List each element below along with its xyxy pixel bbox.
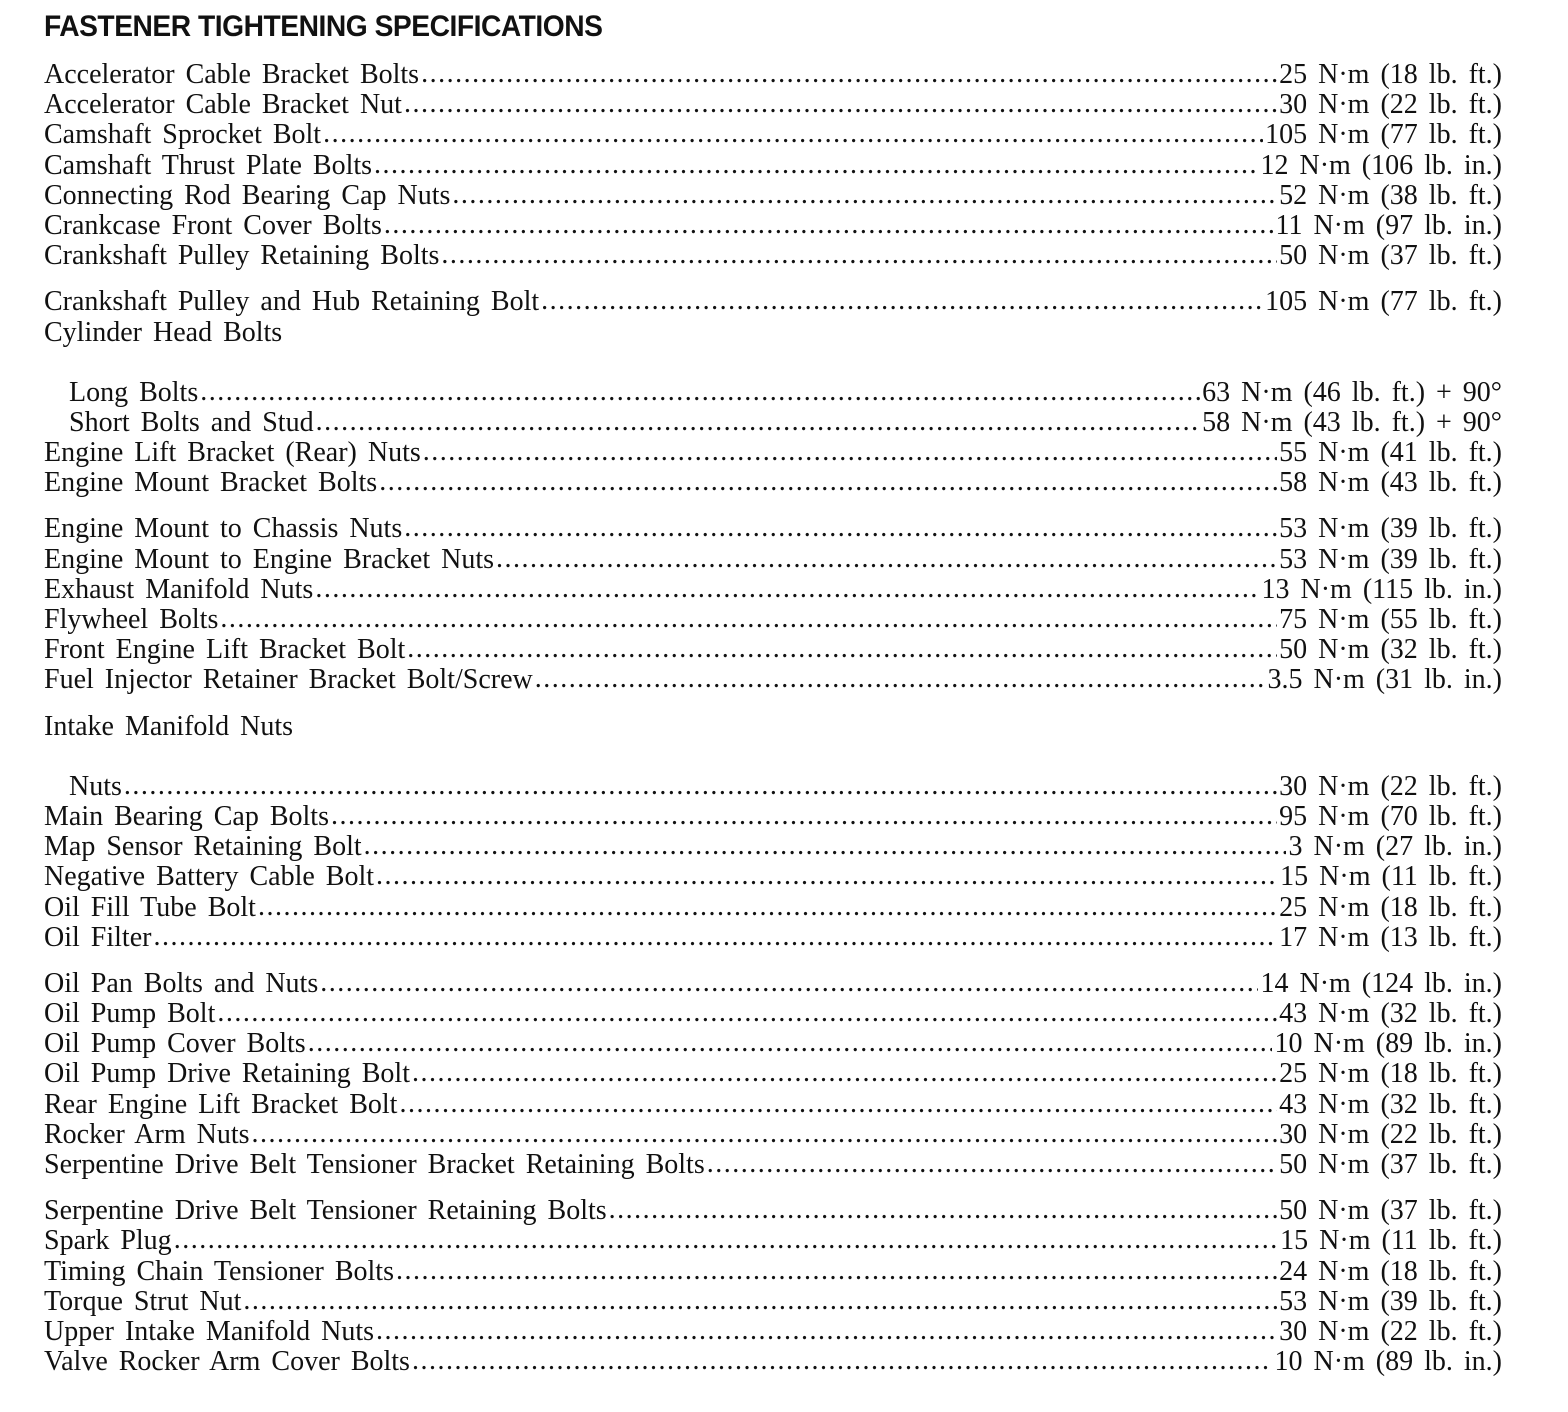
spec-row (44, 1059, 1502, 1089)
spec-value: 105 N·m (77 lb. ft.) (1265, 119, 1502, 151)
spec-row (44, 514, 1502, 544)
spec-row (44, 211, 1502, 241)
spec-value: 3 N·m (27 lb. in.) (1288, 831, 1502, 863)
spec-label: Fuel Injector Retainer Bracket Bolt/Screw (44, 664, 533, 696)
spec-label: Flywheel Bolts (44, 604, 219, 635)
spec-label: Main Bearing Cap Bolts (44, 800, 329, 832)
spec-row (44, 90, 1502, 120)
spec-value: 24 N·m (18 lb. ft.) (1279, 1255, 1502, 1287)
dot-leader (316, 407, 1201, 437)
spec-label: Map Sensor Retaining Bolt (44, 831, 362, 863)
spec-label: Engine Mount Bracket Bolts (44, 467, 378, 499)
spec-row (44, 772, 1502, 802)
spec-label: Crankshaft Pulley and Hub Retaining Bolt (44, 286, 540, 318)
spec-value: 30 N·m (22 lb. ft.) (1279, 1118, 1502, 1150)
spec-row (44, 802, 1502, 832)
dot-leader (407, 634, 1277, 664)
spec-row (44, 378, 1502, 408)
spec-value: 13 N·m (115 lb. in.) (1261, 573, 1502, 605)
spec-row (44, 665, 1502, 695)
spec-label: Upper Intake Manifold Nuts (44, 1315, 375, 1347)
spec-value: 50 N·m (37 lb. ft.) (1279, 1195, 1502, 1227)
spec-label: Rear Engine Lift Bracket Bolt (44, 1088, 398, 1120)
spec-row (44, 1029, 1502, 1059)
spec-value: 14 N·m (124 lb. in.) (1260, 967, 1502, 999)
spec-row (44, 832, 1502, 862)
section-gap (44, 696, 1502, 712)
spec-row (44, 1347, 1502, 1377)
spec-label: Oil Fill Tube Bolt (44, 891, 256, 923)
spec-value: 105 N·m (77 lb. ft.) (1265, 286, 1502, 318)
dot-leader (252, 1119, 1278, 1149)
spec-label: Oil Pump Bolt (44, 998, 216, 1030)
spec-value: 63 N·m (46 lb. ft.) + 90° (1202, 376, 1502, 408)
dot-leader (412, 1058, 1277, 1088)
spec-value: 58 N·m (43 lb. ft.) (1279, 467, 1502, 499)
dot-leader (399, 1089, 1277, 1119)
spec-value: 10 N·m (89 lb. in.) (1274, 1028, 1502, 1060)
spec-value: 30 N·m (22 lb. ft.) (1279, 1315, 1502, 1347)
spec-row (44, 181, 1502, 211)
section-gap (44, 271, 1502, 287)
spec-label: Oil Pump Drive Retaining Bolt (44, 1058, 410, 1090)
spec-group-heading (44, 712, 1502, 742)
spec-value: 50 N·m (32 lb. ft.) (1279, 634, 1502, 666)
dot-leader (376, 861, 1278, 891)
spec-row (44, 408, 1502, 438)
spec-row (44, 862, 1502, 892)
spec-label: Serpentine Drive Belt Tensioner Retaining Bolts (44, 1195, 607, 1227)
dot-leader (153, 922, 1277, 952)
spec-row (44, 1120, 1502, 1150)
spec-row (44, 438, 1502, 468)
spec-value: 15 N·m (11 lb. ft.) (1280, 861, 1502, 893)
spec-value: 30 N·m (22 lb. ft.) (1279, 770, 1502, 802)
spec-value: 25 N·m (18 lb. ft.) (1279, 59, 1502, 90)
dot-leader (541, 286, 1263, 316)
dot-leader (423, 437, 1277, 467)
spec-row (44, 1196, 1502, 1226)
spec-label: Nuts (69, 770, 122, 802)
spec-value: 15 N·m (11 lb. ft.) (1280, 1225, 1502, 1257)
spec-row (44, 60, 1502, 90)
spec-label: Serpentine Drive Belt Tensioner Bracket Retaining Bolts (44, 1149, 705, 1180)
dot-leader (496, 544, 1277, 574)
section-gap (44, 1180, 1502, 1196)
spec-value: 10 N·m (89 lb. in.) (1274, 1346, 1502, 1378)
dot-leader (124, 771, 1277, 801)
dot-leader (331, 801, 1277, 831)
spec-value: 25 N·m (18 lb. ft.) (1279, 891, 1502, 923)
section-gap (44, 953, 1502, 969)
spec-label: Torque Strut Nut (44, 1285, 242, 1317)
spec-value: 50 N·m (37 lb. ft.) (1279, 1149, 1502, 1180)
spec-value: 12 N·m (106 lb. in.) (1260, 149, 1502, 181)
spec-label: Engine Mount to Chassis Nuts (44, 513, 403, 545)
spec-row (44, 893, 1502, 923)
dot-leader (707, 1149, 1277, 1179)
spec-label: Oil Filter (44, 921, 152, 953)
spec-row (44, 287, 1502, 317)
dot-leader (174, 1225, 1278, 1255)
spec-value: 58 N·m (43 lb. ft.) + 90° (1202, 406, 1502, 438)
spec-row (44, 1226, 1502, 1256)
spec-label: Accelerator Cable Bracket Bolts (44, 59, 420, 90)
spec-label: Short Bolts and Stud (69, 406, 314, 438)
dot-leader (384, 210, 1274, 240)
dot-leader (200, 377, 1200, 407)
dot-leader (320, 968, 1258, 998)
dot-leader (217, 998, 1277, 1028)
dot-leader (243, 1286, 1277, 1316)
page-title: FASTENER TIGHTENING SPECIFICATIONS (44, 10, 603, 43)
spec-value: 75 N·m (55 lb. ft.) (1279, 604, 1502, 635)
dot-leader (374, 150, 1258, 180)
spec-row (44, 1090, 1502, 1120)
spec-row (44, 120, 1502, 150)
dot-leader (421, 59, 1277, 89)
dot-leader (220, 604, 1277, 634)
spec-value: 3.5 N·m (31 lb. in.) (1267, 664, 1502, 696)
spec-row (44, 545, 1502, 575)
spec-value: 17 N·m (13 lb. ft.) (1279, 921, 1502, 953)
spec-label: Cylinder Head Bolts (44, 316, 283, 348)
spec-row (44, 635, 1502, 665)
dot-leader (535, 664, 1266, 694)
spec-value: 30 N·m (22 lb. ft.) (1279, 89, 1502, 121)
spec-label: Long Bolts (69, 376, 199, 408)
spec-label: Connecting Rod Bearing Cap Nuts (44, 179, 451, 211)
section-gap (44, 742, 1502, 772)
spec-value: 95 N·m (70 lb. ft.) (1279, 800, 1502, 832)
spec-row (44, 151, 1502, 181)
spec-label: Valve Rocker Arm Cover Bolts (44, 1346, 410, 1378)
spec-row (44, 1317, 1502, 1347)
dot-leader (404, 89, 1277, 119)
spec-row (44, 999, 1502, 1029)
spec-row (44, 605, 1502, 635)
spec-value: 53 N·m (39 lb. ft.) (1279, 513, 1502, 545)
spec-value: 43 N·m (32 lb. ft.) (1279, 998, 1502, 1030)
spec-label: Timing Chain Tensioner Bolts (44, 1255, 394, 1287)
dot-leader (412, 1346, 1273, 1376)
spec-label: Camshaft Thrust Plate Bolts (44, 149, 373, 181)
spec-row (44, 241, 1502, 271)
spec-label: Spark Plug (44, 1225, 172, 1257)
spec-row (44, 575, 1502, 605)
spec-row (44, 923, 1502, 953)
spec-label: Engine Lift Bracket (Rear) Nuts (44, 437, 421, 469)
dot-leader (609, 1195, 1277, 1225)
spec-value: 52 N·m (38 lb. ft.) (1279, 179, 1502, 211)
spec-list (44, 60, 1502, 1377)
dot-leader (441, 240, 1277, 270)
dot-leader (323, 119, 1263, 149)
dot-leader (404, 513, 1277, 543)
spec-value: 25 N·m (18 lb. ft.) (1279, 1058, 1502, 1090)
dot-leader (308, 1028, 1273, 1058)
spec-row (44, 969, 1502, 999)
dot-leader (315, 574, 1259, 604)
spec-value: 53 N·m (39 lb. ft.) (1279, 1285, 1502, 1317)
spec-label: Accelerator Cable Bracket Nut (44, 89, 402, 121)
spec-row (44, 1257, 1502, 1287)
dot-leader (376, 1316, 1277, 1346)
dot-leader (379, 467, 1277, 497)
spec-label: Oil Pump Cover Bolts (44, 1028, 306, 1060)
spec-label: Intake Manifold Nuts (44, 710, 294, 742)
spec-value: 53 N·m (39 lb. ft.) (1279, 543, 1502, 575)
spec-label: Front Engine Lift Bracket Bolt (44, 634, 406, 666)
spec-value: 55 N·m (41 lb. ft.) (1279, 437, 1502, 469)
spec-label: Oil Pan Bolts and Nuts (44, 967, 319, 999)
spec-label: Crankshaft Pulley Retaining Bolts (44, 240, 440, 272)
spec-row (44, 468, 1502, 498)
spec-group-heading (44, 318, 1502, 348)
spec-value: 43 N·m (32 lb. ft.) (1279, 1088, 1502, 1120)
spec-value: 50 N·m (37 lb. ft.) (1279, 240, 1502, 272)
spec-row (44, 1150, 1502, 1180)
spec-label: Crankcase Front Cover Bolts (44, 209, 382, 241)
spec-row (44, 1287, 1502, 1317)
spec-label: Exhaust Manifold Nuts (44, 573, 314, 605)
dot-leader (452, 180, 1277, 210)
spec-label: Negative Battery Cable Bolt (44, 861, 375, 893)
dot-leader (364, 831, 1287, 861)
section-gap (44, 498, 1502, 514)
dot-leader (258, 892, 1277, 922)
spec-label: Engine Mount to Engine Bracket Nuts (44, 543, 495, 575)
spec-label: Rocker Arm Nuts (44, 1118, 250, 1150)
section-gap (44, 348, 1502, 378)
spec-label: Camshaft Sprocket Bolt (44, 119, 322, 151)
dot-leader (396, 1256, 1277, 1286)
spec-value: 11 N·m (97 lb. in.) (1275, 209, 1502, 241)
